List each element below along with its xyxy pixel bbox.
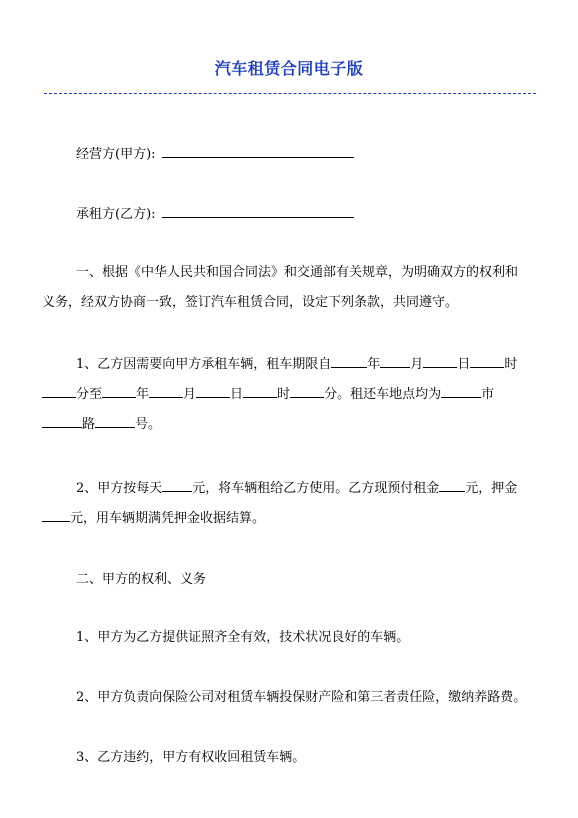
- hour-label: 时: [504, 357, 518, 372]
- party-b-line: [76, 203, 354, 225]
- intro-line-2: 义务，经双方协商一致，签订汽车租赁合同，设定下列条款，共同遵守。: [42, 295, 459, 310]
- start-month-blank[interactable]: [380, 353, 410, 368]
- party-a-line: [76, 143, 354, 165]
- title-divider: [44, 93, 536, 94]
- clause-2-text: 2、甲方按每天: [76, 481, 163, 496]
- intro-line-1: 一、根据《中华人民共和国合同法》和交通部有关规章，为明确双方的权利和: [76, 265, 519, 280]
- number-label: 号。: [135, 417, 162, 432]
- hour-label: 时: [277, 387, 291, 402]
- section-2-item-2: 2、甲方负责向保险公司对租赁车辆投保财产险和第三者责任险，缴纳养路费。: [76, 690, 527, 705]
- day-label: 日: [457, 357, 471, 372]
- start-day-blank[interactable]: [423, 353, 457, 368]
- party-b-blank[interactable]: [162, 203, 354, 218]
- number-blank[interactable]: [95, 413, 135, 428]
- prepaid-rent-blank[interactable]: [439, 477, 465, 492]
- section-2-item-3: 3、乙方违约，甲方有权收回租赁车辆。: [76, 750, 306, 765]
- location-label: 分。租还车地点均为: [324, 387, 442, 402]
- document-title: 汽车租赁合同电子版: [214, 59, 364, 78]
- clause-1-line-3: [42, 413, 161, 435]
- clause-2-line-2: [42, 507, 265, 529]
- start-hour-blank[interactable]: [470, 353, 504, 368]
- party-a-blank[interactable]: [162, 143, 354, 158]
- end-year-blank[interactable]: [102, 383, 136, 398]
- start-year-blank[interactable]: [331, 353, 367, 368]
- section-2-heading: 二、甲方的权利、义务: [76, 572, 207, 587]
- road-blank[interactable]: [42, 413, 82, 428]
- year-label: 年: [136, 387, 150, 402]
- section-2-item-1: 1、甲方为乙方提供证照齐全有效，技术状况良好的车辆。: [76, 630, 410, 645]
- clause-1-line-1: [76, 353, 517, 375]
- month-label: 月: [410, 357, 424, 372]
- party-a-label: 经营方(甲方):: [76, 147, 156, 162]
- clause-2-line-1: [76, 477, 517, 499]
- end-hour-blank[interactable]: [243, 383, 277, 398]
- deposit-label: 元，押金: [465, 481, 518, 496]
- city-blank[interactable]: [441, 383, 481, 398]
- road-label: 路: [82, 417, 96, 432]
- clause-1-text: 1、乙方因需要向甲方承租车辆，租车期限自: [76, 357, 332, 372]
- month-label: 月: [183, 387, 197, 402]
- year-label: 年: [367, 357, 381, 372]
- city-label: 市: [481, 387, 495, 402]
- daily-rate-blank[interactable]: [162, 477, 192, 492]
- end-month-blank[interactable]: [149, 383, 183, 398]
- deposit-blank[interactable]: [42, 507, 70, 522]
- start-minute-blank[interactable]: [42, 383, 76, 398]
- party-b-label: 承租方(乙方):: [76, 207, 156, 222]
- end-day-blank[interactable]: [196, 383, 230, 398]
- day-label: 日: [230, 387, 244, 402]
- end-minute-blank[interactable]: [290, 383, 324, 398]
- clause-2-text-end: 元，用车辆期满凭押金收据结算。: [70, 511, 266, 526]
- clause-2-text-mid: 元，将车辆租给乙方使用。乙方现预付租金: [192, 481, 440, 496]
- clause-1-line-2: [42, 383, 494, 405]
- minute-to-label: 分至: [76, 387, 103, 402]
